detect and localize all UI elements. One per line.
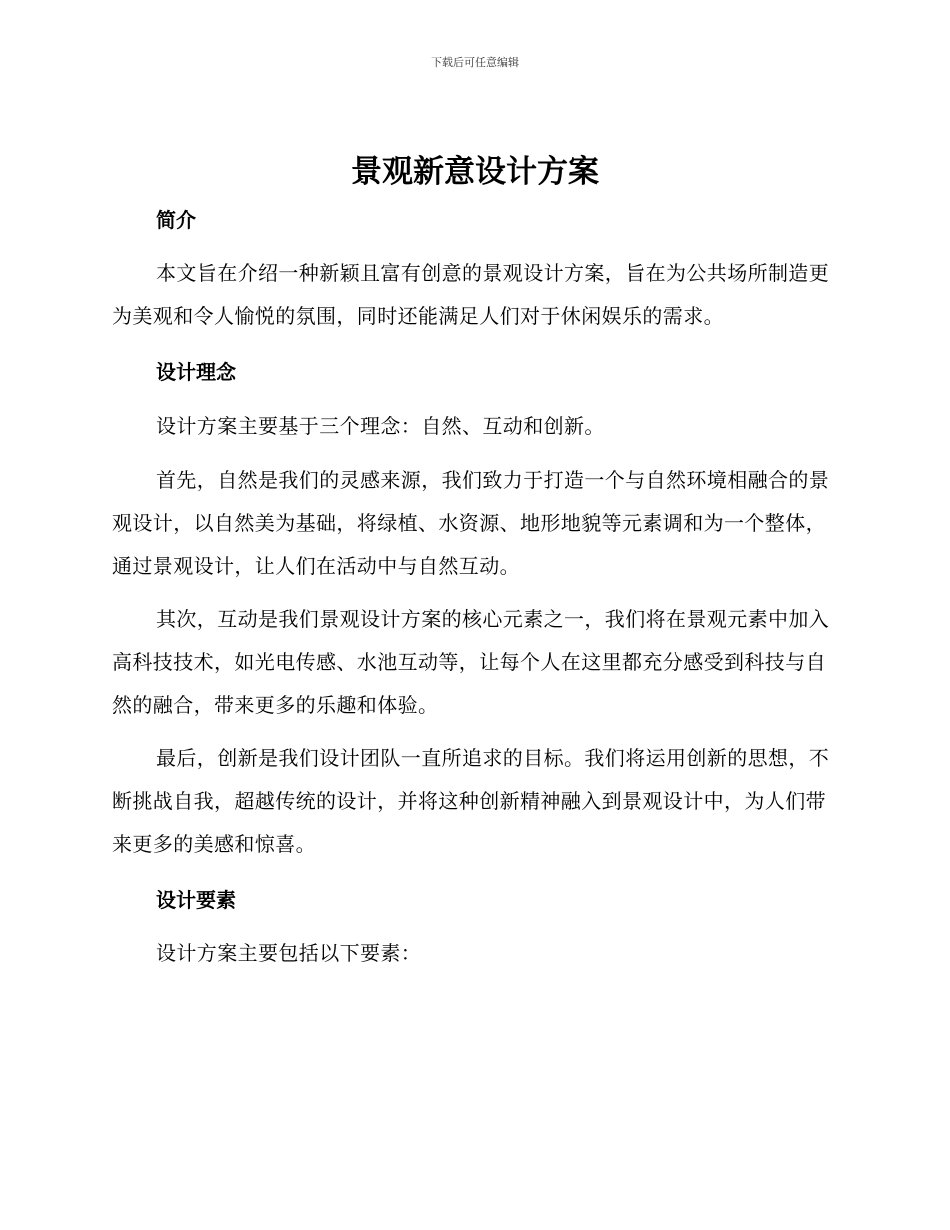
paragraph-intro: 本文旨在介绍一种新颖且富有创意的景观设计方案，旨在为公共场所制造更为美观和令人愉悦的氛围，同时还能满足人们对于休闲娱乐的需求。 <box>112 261 830 328</box>
section-heading-concept: 设计理念 <box>156 360 236 384</box>
paragraph-concept-innovation: 最后，创新是我们设计团队一直所追求的目标。我们将运用创新的思想，不断挑战自我，超越传统的设计，并将这种创新精神融入到景观设计中，为人们带来更多的美感和惊喜。 <box>112 746 830 856</box>
paragraph-concept-summary: 设计方案主要基于三个理念：自然、互动和创新。 <box>156 414 605 438</box>
section-heading-elements: 设计要素 <box>156 888 236 912</box>
page-title: 景观新意设计方案 <box>351 154 599 190</box>
paragraph-concept-nature: 首先，自然是我们的灵感来源，我们致力于打造一个与自然环境相融合的景观设计，以自然美为基础，将绿植、水资源、地形地貌等元素调和为一个整体，通过景观设计，让人们在活动中与自然互动。 <box>112 468 830 578</box>
paragraph-concept-interaction: 其次，互动是我们景观设计方案的核心元素之一，我们将在景观元素中加入高科技技术，如光电传感、水池互动等，让每个人在这里都充分感受到科技与自然的融合，带来更多的乐趣和体验。 <box>112 607 830 717</box>
section-heading-intro: 简介 <box>156 208 196 232</box>
header-note: 下载后可任意编辑 <box>431 56 519 69</box>
paragraph-elements-intro: 设计方案主要包括以下要素： <box>156 941 422 965</box>
